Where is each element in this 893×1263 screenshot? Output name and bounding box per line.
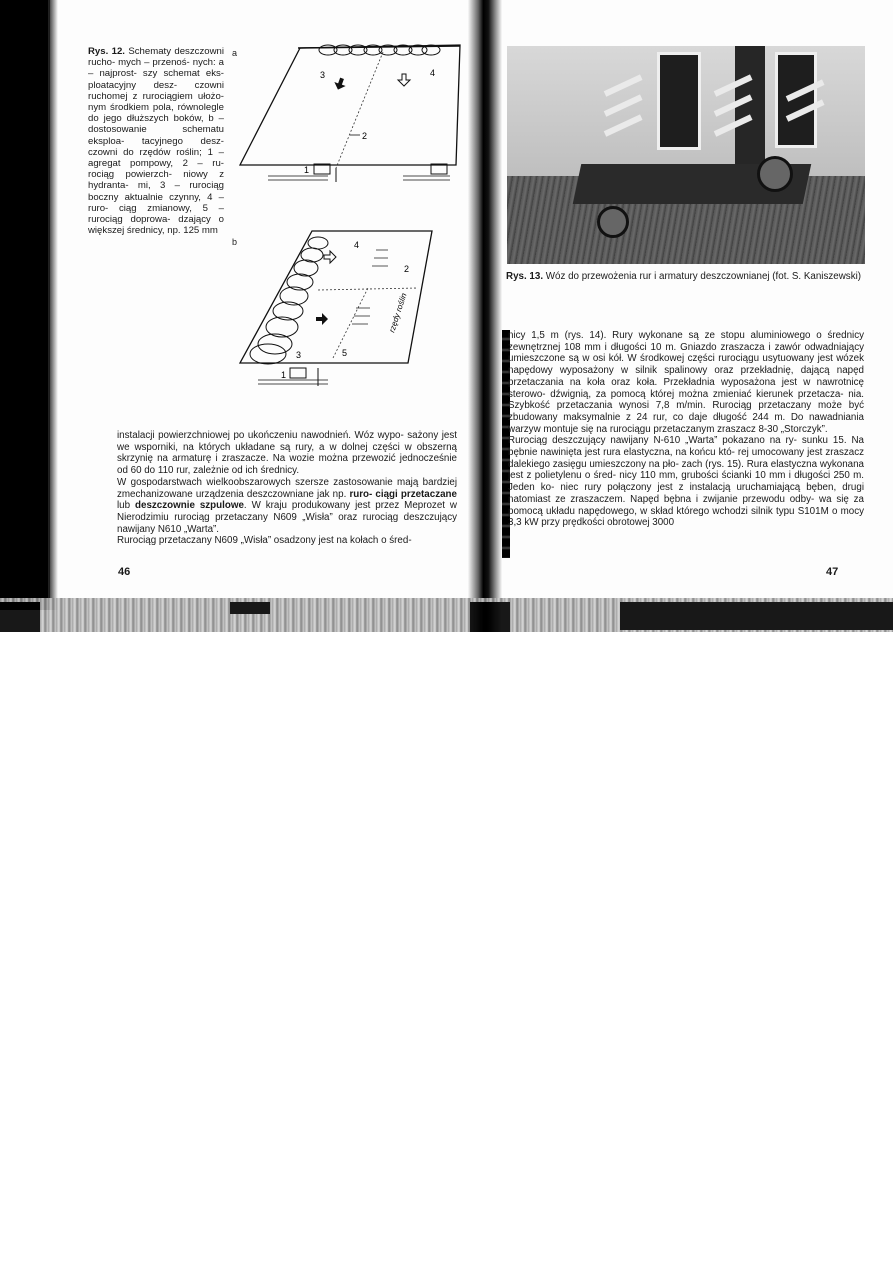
book-gutter <box>468 0 502 632</box>
right-page-body-text <box>508 330 864 529</box>
left-p2-part3: . W kraju produkowany jest przez Meprozet w Nierodzimiu rurociąg przetaczany N609 „Wisła” oraz rurociąg deszczujący nawijany N610 „Warta”. <box>117 500 458 535</box>
left-page-body-text <box>117 430 457 547</box>
a-label-1: 1 <box>304 165 310 175</box>
left-p2-part1: W gospodarstwach wielkoobszarowych szersze zastosowanie mają bardziej zmechanizowane urządzenia deszczowniane jak np. <box>117 476 457 500</box>
panel-a-label: a <box>232 48 238 58</box>
b-label-5: 5 <box>342 348 348 358</box>
right-page-number: 47 <box>826 566 839 578</box>
a-label-4: 4 <box>430 68 436 78</box>
b-rows-label: rzędy roślin <box>387 291 409 334</box>
a-label-3: 3 <box>320 70 326 80</box>
figure-13-caption-text: Wóz do przewożenia rur i armatury deszczownianej (fot. S. Kaniszewski) <box>545 271 862 282</box>
figure-12-label: Rys. 12. <box>88 46 125 57</box>
left-binding-shadow <box>0 0 50 610</box>
right-paragraph-1: nicy 1,5 m (rys. 14). Rury wykonane są ze stopu aluminiowego o średnicy zewnętrznej 108 mm i długości 10 m. Gniazdo zraszacza i zawór odwadniający umieszczone są w osi kół. W środkowej części rurociągu usytuowany jest wózek napędowy wyposażony w silnik spalinowy oraz przekładnię, dającą napęd przetaczania na koła oraz koła. Przekładnia wyposażona jest w nawrotnicę sterowo- dźwignią, za pomocą której można zmieniać kierunek przetacza- nia. Szybkość przetaczania wynosi 7,8 m/min. Rurociąg przetaczany może być zbudowany maksymalnie z 24 rur, co daje długość 244 m. Do nawadniania warzyw montuje się na rurociągu przetaczanym zraszacz 8-30 „Storczyk”. <box>508 330 864 435</box>
b-label-3: 3 <box>296 350 302 360</box>
b-label-4: 4 <box>354 240 360 250</box>
figure-13-photo <box>507 46 865 264</box>
figure-13-caption <box>506 271 864 283</box>
figure-12a-diagram <box>238 40 463 190</box>
figure-12-caption-text: Schematy deszczowni rucho- mych – przenoś- nych: a – najprost- szy schemat eks- ploatacyjny desz- czowni ruchomej z rurociągiem ułożo- nym środkiem pola, równolegle do jego dłuższych boków, b – dostosowanie schematu eksploa- tacyjnego desz- czowni do rzędów roślin; 1 – agregat pompowy, 2 – ru- rociąg powierzch- niowy z hydranta- mi, 3 – rurociąg boczny aktualnie czynny, 4 – ruro- ciąg zmianowy, 5 – rurociąg doprowa- dzający o większej średnicy, np. 125 mm <box>88 46 224 237</box>
scan-bottom-edge <box>0 598 893 632</box>
figure-12b-diagram <box>238 228 463 403</box>
a-label-2: 2 <box>362 131 368 141</box>
left-paragraph-2 <box>117 477 457 536</box>
b-label-2: 2 <box>404 264 410 274</box>
figure-12-caption <box>88 46 224 236</box>
right-paragraph-2: Rurociąg deszczujący nawijany N-610 „Warta” pokazano na ry- sunku 15. Na bębnie nawinięta jest rura elastyczna, na końcu któ- rej umocowany jest zraszacz dalekiego zasięgu umieszczony na pło- zach (rys. 15). Rura elastyczna wykonana jest z polietylenu o śred- nicy 110 mm, grubości ścianki 10 mm i długości 250 m. Jeden ko- niec rury połączony jest z instalacją uruchamiającą bęben, drugi natomiast ze zraszaczem. Napęd bębna i zwijanie przewodu odby- wa się za pomocą układu napędowego, w skład którego wchodzi silnik typu S101M o mocy 3,3 kW przy prędkości obrotowej 3000 <box>508 435 864 529</box>
left-p2-bold1: ruro- ciągi przetaczane <box>349 488 457 500</box>
left-page-number: 46 <box>118 566 131 578</box>
left-p2-part2: lub <box>117 500 136 512</box>
left-paragraph-3: Rurociąg przetaczany N609 „Wisła” osadzony jest na kołach o śred- <box>117 535 412 547</box>
b-label-1: 1 <box>281 370 287 380</box>
figure-13-label: Rys. 13. <box>506 271 544 282</box>
panel-b-label: b <box>232 237 238 247</box>
left-paragraph-1: instalacji powierzchniowej po ukończeniu nawodnień. Wóz wypo- sażony jest we wsporniki, na których układane są rury, a w dolnej części w obszerną skrzynię na armaturę i zraszacze. Na wozie można przewozić jednocześnie od 60 do 110 rur, zależnie od ich średnicy. <box>117 430 457 477</box>
left-p2-bold2: deszczownie szpulowe <box>135 500 244 512</box>
